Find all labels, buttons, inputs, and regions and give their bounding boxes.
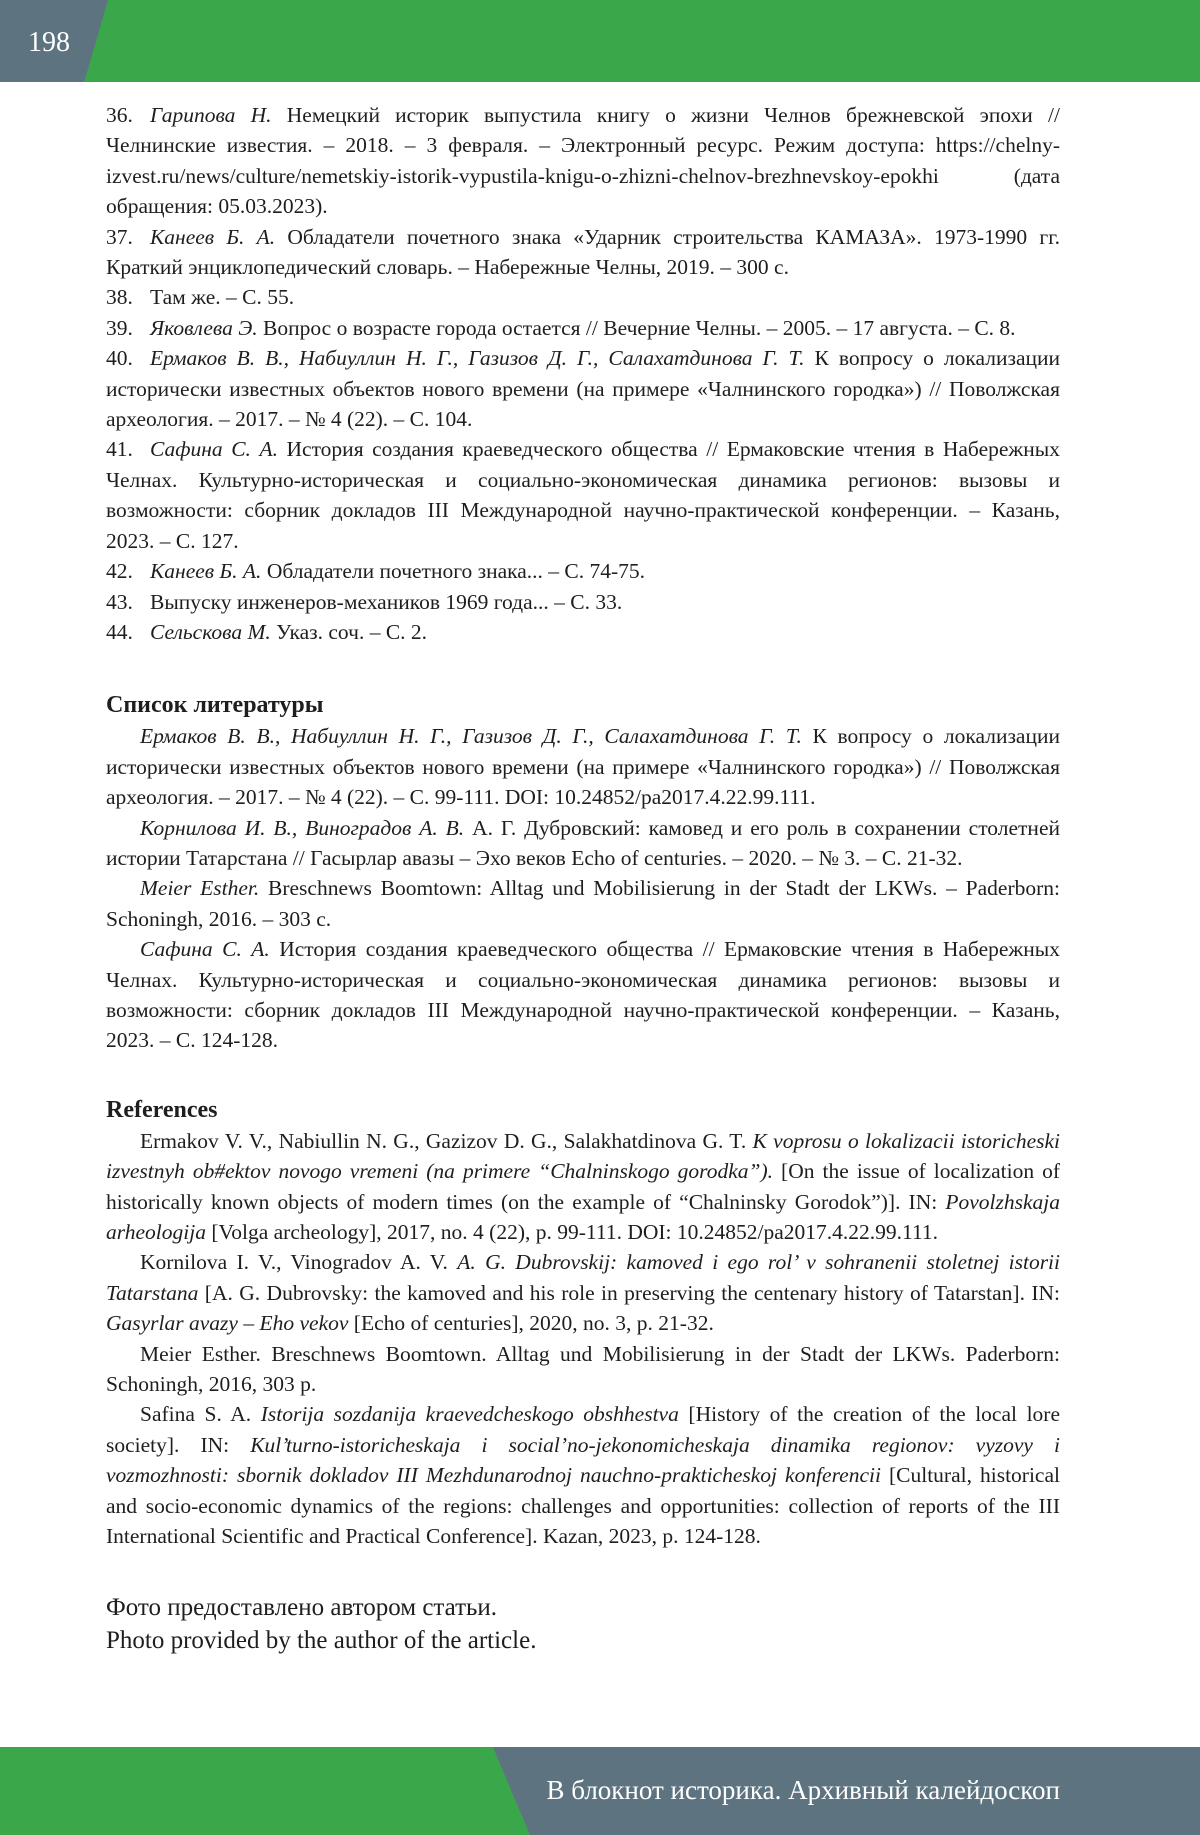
reference-title-segment: Kul’turno-istoricheskaja i social’no-jekonomicheskaja dinamika regionov: vyzovy i vozmozhnosti: sbornik dokladov III Mezhdunarodnoj nauchno-prakticheskoj konferencii	[106, 1432, 1060, 1488]
footer-accent	[0, 1747, 530, 1835]
reference-text-segment: Ermakov V. V., Nabiullin N. G., Gazizov D. G., Salakhatdinova G. T.	[140, 1128, 753, 1153]
endnote-number: 41.	[106, 437, 133, 462]
endnote	[106, 282, 1060, 312]
endnote-text: Немецкий историк выпустила книгу о жизни Челнов брежневской эпохи // Челнинские известия. – 2018. – 3 февраля. – Электронный ресурс. Режим доступа: https://chelny-izvest.ru/news/culture/nemetskiy-istorik-vypustila-knigu-o-zhizni-chelnov-brezhnevskoy-epokhi (дата обращения: 05.03.2023).	[106, 103, 1060, 219]
reference-entry	[106, 1126, 1060, 1248]
reference-text-segment: [On the issue of localization of historically known objects of modern times (on the example of “Chalninsky Gorodok”)]. IN:	[106, 1159, 1060, 1214]
reference-text-segment: [Volga archeology], 2017, no. 4 (22), p. 99-111. DOI: 10.24852/pa2017.4.22.99.111.	[205, 1220, 939, 1244]
entry-text: К вопросу о локализации исторически известных объектов нового времени (на примере «Чалнинского городка») // Поволжская археология. – 2017. – № 4 (22). – С. 99-111. DOI: 10.24852/pa2017.4.22.99.111.	[106, 724, 1060, 810]
endnote-number: 40.	[106, 346, 133, 371]
page-number: 198	[28, 27, 70, 58]
endnote	[106, 587, 1060, 617]
reference-text-segment: [History of the creation of the local lore society]. IN:	[106, 1402, 1060, 1457]
endnote-number: 42.	[106, 559, 133, 584]
literature-entry	[106, 873, 1060, 934]
endnote-text: Вопрос о возрасте города остается // Вечерние Челны. – 2005. – 17 августа. – С. 8.	[257, 315, 1016, 340]
literature-entry	[106, 721, 1060, 812]
endnote	[106, 313, 1060, 343]
entry-author: Ермаков В. В., Набиуллин Н. Г., Газизов Д. Г., Салахатдинова Г. Т.	[140, 724, 802, 749]
endnote-author: Сафина С. А.	[150, 437, 278, 462]
endnote-number: 39.	[106, 315, 133, 340]
reference-title-segment: Istorija sozdanija kraevedcheskogo obshhestva	[260, 1402, 679, 1427]
endnote-number: 44.	[106, 619, 133, 644]
endnote-text: История создания краеведческого общества // Ермаковские чтения в Набережных Челнах. Культурно-историческая и социально-экономическая динамика регионов: вызовы и возможности: сборник докладов III Международной научно-практической конференции. – Казань, 2023. – С. 127.	[106, 437, 1060, 553]
endnote-text: К вопросу о локализации исторически известных объектов нового времени (на примере «Чалнинского городка») // Поволжская археология. – 2017. – № 4 (22). – С. 104.	[106, 346, 1061, 432]
page-content	[106, 100, 1060, 1657]
reference-title-segment: K voprosu o lokalizacii istoricheski izvestnyh ob#ektov novogo vremeni (na primere “Chalninskogo gorodka”).	[106, 1128, 1060, 1184]
endnote-author: Канеев Б. А.	[150, 559, 262, 584]
reference-text-segment: [Cultural, historical and socio-economic dynamics of the regions: challenges and opportunities: collection of reports of the III International Scientific and Practical Conference]. Kazan, 2023, p. 124-128.	[106, 1463, 1060, 1549]
reference-entry	[106, 1339, 1060, 1400]
reference-text-segment: Safina S. A.	[140, 1402, 261, 1427]
endnote-author: Сельскова М.	[150, 619, 271, 644]
entry-text: Breschnews Boomtown: Alltag und Mobilisierung in der Stadt der LKWs. – Paderborn: Schoningh, 2016. – 303 с.	[106, 876, 1060, 931]
reference-title-segment: Povolzhskaja arheologija	[106, 1189, 1060, 1244]
reference-text-segment: Meier Esther. Breschnews Boomtown. Alltag und Mobilisierung in der Stadt der LKWs. Paderborn: Schoningh, 2016, 303 p.	[106, 1341, 1060, 1397]
photo-credit-ru: Фото предоставлено автором статьи.	[106, 1594, 498, 1622]
endnote-text: Обладатели почетного знака... – С. 74-75.	[261, 559, 646, 584]
reference-text-segment: [A. G. Dubrovsky: the kamoved and his role in preserving the centenary history of Tatarstan]. IN:	[198, 1280, 1060, 1305]
endnote-number: 36.	[106, 103, 133, 127]
endnote	[106, 343, 1060, 434]
literature-heading: Список литературы	[106, 692, 324, 719]
footer-bar	[0, 1747, 1200, 1835]
endnote	[106, 556, 1060, 586]
endnote-number: 43.	[106, 589, 133, 614]
entry-text: История создания краеведческого общества // Ермаковские чтения в Набережных Челнах. Культурно-историческая и социально-экономическая динамика регионов: вызовы и возможности: сборник докладов III Международной научно-практической конференции. – Казань, 2023. – С. 124-128.	[106, 937, 1060, 1053]
endnote-author: Ермаков В. В., Набиуллин Н. Г., Газизов Д. Г., Салахатдинова Г. Т.	[150, 346, 805, 371]
endnote	[106, 222, 1060, 283]
endnote-text: Там же. – С. 55.	[150, 285, 295, 310]
references-heading: References	[106, 1096, 218, 1123]
literature-entry	[106, 813, 1060, 874]
endnote-text: Обладатели почетного знака «Ударник строительства КАМАЗА». 1973-1990 гг. Краткий энциклопедический словарь. – Набережные Челны, 2019. – 300 с.	[106, 224, 1060, 280]
photo-credit-en: Photo provided by the author of the article.	[106, 1627, 537, 1655]
endnote-author: Канеев Б. А.	[150, 224, 276, 249]
reference-title-segment: A. G. Dubrovskij: kamoved i ego rol’ v sohranenii stoletnej istorii Tatarstana	[106, 1250, 1061, 1305]
entry-author: Сафина С. А.	[140, 937, 270, 962]
running-title: В блокнот историка. Архивный калейдоскоп	[546, 1775, 1060, 1805]
reference-text-segment: Kornilova I. V., Vinogradov A. V.	[140, 1250, 458, 1275]
endnote-text: Выпуску инженеров-механиков 1969 года... – С. 33.	[150, 589, 623, 614]
endnote-text: Указ. соч. – С. 2.	[270, 619, 428, 644]
reference-title-segment: Gasyrlar avazy – Eho vekov	[106, 1311, 349, 1336]
entry-text: А. Г. Дубровский: камовед и его роль в сохранении столетней истории Татарстана // Гасырлар авазы – Эхо веков Echo of centuries. – 2020. – № 3. – С. 21-32.	[106, 815, 1060, 870]
entry-author: Meier Esther.	[140, 876, 260, 901]
literature-entry	[106, 934, 1060, 1056]
endnote	[106, 617, 1060, 647]
entry-author: Корнилова И. В., Виноградов А. В.	[140, 815, 465, 840]
reference-text-segment: [Echo of centuries], 2020, no. 3, p. 21-32.	[348, 1311, 714, 1336]
header-bar	[0, 0, 1200, 82]
references-list	[106, 1126, 1060, 1552]
endnote-author: Гарипова Н.	[150, 103, 272, 127]
endnote	[106, 100, 1060, 222]
endnotes-list	[106, 100, 1060, 647]
literature-list	[106, 721, 1060, 1055]
endnote-number: 37.	[106, 224, 133, 249]
endnote	[106, 434, 1060, 556]
endnote-number: 38.	[106, 285, 133, 310]
endnote-author: Яковлева Э.	[150, 315, 258, 340]
reference-entry	[106, 1247, 1060, 1338]
reference-entry	[106, 1399, 1060, 1551]
